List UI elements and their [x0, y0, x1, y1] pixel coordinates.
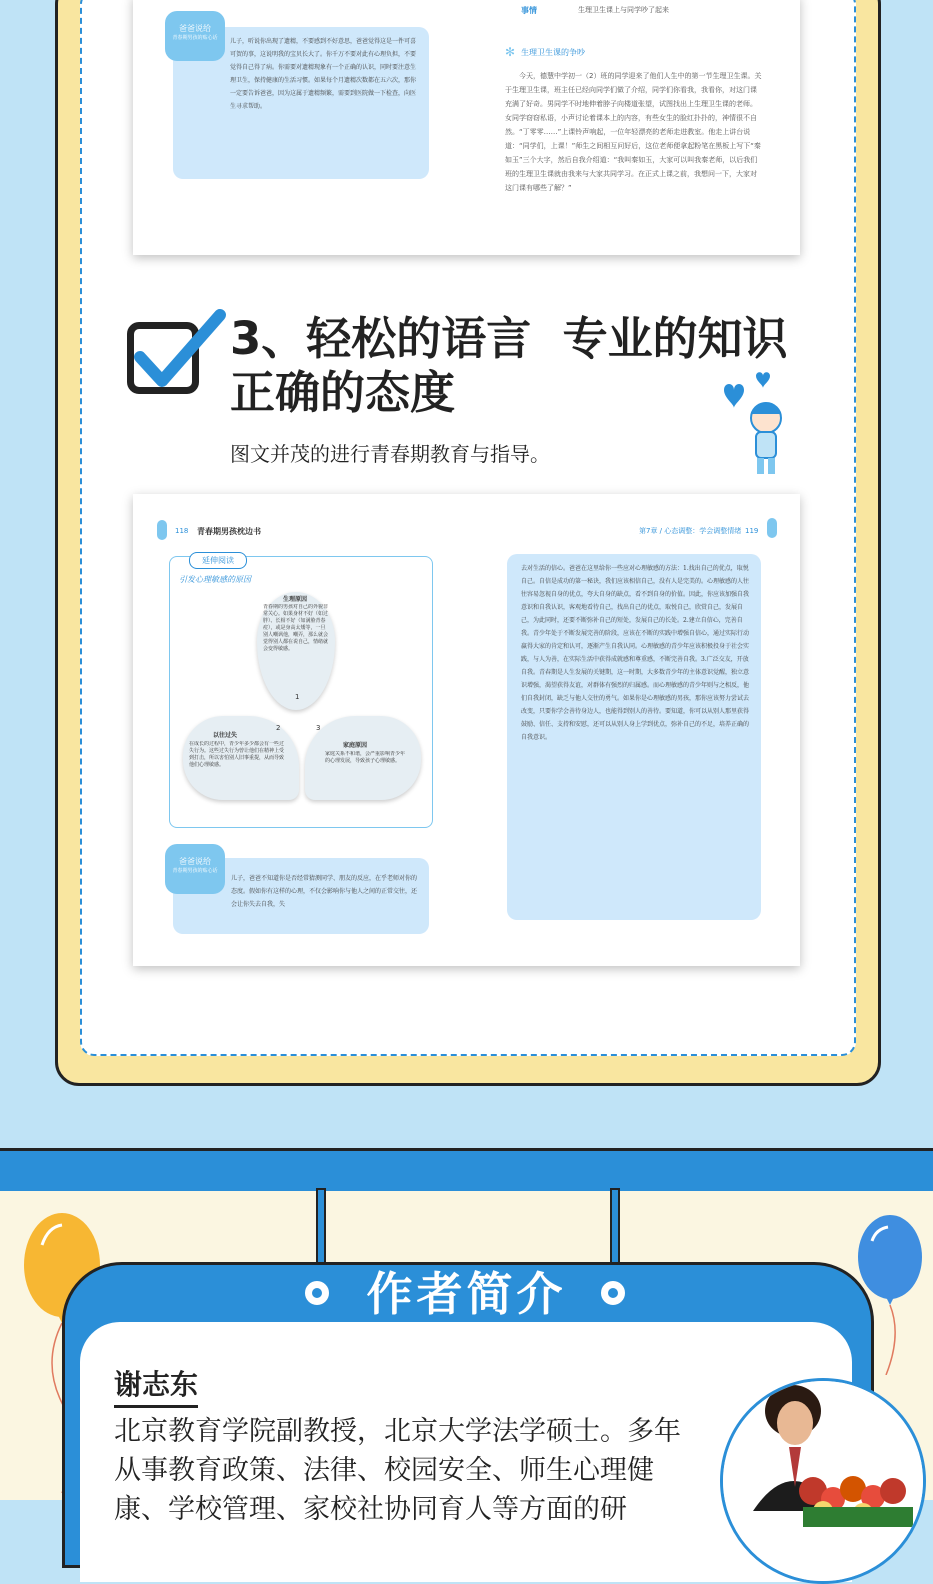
right-text-panel — [507, 554, 761, 920]
feature-heading-line1: 3、轻松的语言 专业的知识 — [230, 312, 788, 365]
petal-number-2: 2 — [276, 724, 281, 732]
petal-1-text: 青春期的男孩对自己的外貌非常关心。如果身材不好（如过胖）、长相不好（如满脸青春痘），或是身高太矮等，一旦别人嘲讽他，嘲弄，那么就会觉得别人都在说自己，情绪就会变得敏感。 — [263, 604, 329, 652]
reading-title: 引发心理敏感的原因 — [179, 575, 251, 584]
badge-title-2: 爸爸说给 — [179, 857, 211, 866]
author-section-title: 作者简介 — [366, 1267, 567, 1321]
checkmark-icon — [132, 309, 242, 399]
ring-icon — [305, 1281, 329, 1305]
right-text: 去对生活的信心。爸爸在这里给你一些应对心理敏感的方法：1.找出自己的优点，取悦自己。自信是成功的第一秘诀，我们应该相信自己，没有人是完美的。心理敏感的人往往容易忽视自身的优点，夸大自身的缺点，看不到自身的价值。因此，你应该加强自我意识和自我认识，客观地看待自己，找出自己的优点，取悦自己，欣赏自己，发展自己，为此同时，还要不断弥补自己的短处，发展自己的长处。2.建立自信心，完善自我。青少年处于不断发展完善的阶段，应该在不断的实践中增强自信心，通过实际行动赢得大家的肯定和认可，逐渐产生自我认同。心理敏感的青少年应该积极投身于社会实践，与人为善，在实际生活中获得成就感和尊重感，不断完善自我。3.广泛交友，开放自我。青春期是人生发展的关键期，这一时期，大多数青少年的主体意识觉醒，独立意识增强，渴望获得友谊，对群体有强烈的归属感。而心理敏感的青少年则与之相反，他们自我封闭，缺乏与他人交往的勇气。如果你是心理敏感的男孩，那你应该努力尝试去改变，只要你学会善待身边人，也能得到别人的善待。要知道，你可以从别人那里获得鼓励、信任、支持和安慰，还可以从别人身上学到优点，弥补自己的不足，培养正确的自我意识。 — [521, 565, 749, 741]
boy-small-icon-right — [767, 518, 777, 538]
feature-heading-line2: 正确的态度 — [230, 366, 456, 419]
book-spread-top — [133, 0, 800, 255]
badge-subtitle-2: 青春期男孩的贴心话 — [172, 868, 218, 874]
petal-2-text: 在成长的过程中，青少年多少都会有一些过失行为。这些过失行为曾让他们在精神上受到打击，所以害怕别人旧事重提，从而导致他们心理敏感。 — [189, 741, 285, 768]
row-value: 生理卫生课上与同学吵了起来 — [578, 6, 669, 14]
book-spread-bottom — [133, 494, 800, 966]
right-chapter: 第7章 / 心态调整：学会调整情绪 — [639, 527, 742, 535]
advice-text: 儿子，听说你出现了遗精，不要感到不好意思，爸爸觉得这是一件可喜可贺的事，这说明我的宝贝长大了。你千万不要对此有心理负担，不要觉得自己得了病。你需要对遗精现象有一个正确的认识，同时要注意生理卫生，保持健康的生活习惯。如果每个月遗精次数都在五六次，那你一定要告诉爸爸，因为这属于遗精频繁，需要到医院做一下检查，向医生寻求帮助。 — [230, 38, 417, 110]
feature-subheading: 图文并茂的进行青春期教育与指导。 — [230, 442, 550, 466]
heart-badge-icon-2 — [165, 844, 225, 894]
divider-band — [0, 1148, 933, 1194]
heart-badge-icon — [165, 11, 225, 61]
right-page-number: 119 — [745, 527, 759, 535]
boy-mascot-icon — [712, 370, 792, 480]
feature-heading — [230, 312, 788, 420]
snowflake-icon: ✻ — [505, 45, 516, 59]
petal-2-title: 以往过失 — [213, 732, 238, 739]
reading-tag: 延伸阅读 — [189, 552, 247, 569]
badge-subtitle: 青春期男孩的贴心话 — [172, 35, 218, 41]
advice-text-2: 儿子，爸爸不知道你是否经常猜测同学、朋友的反应，在乎老师对你的态度。假如你有这样的心理，不仅会影响你与他人之间的正常交往，还会让你失去自我，失 — [231, 875, 418, 908]
checkbox-icon — [127, 322, 199, 394]
row-label: 事情 — [521, 6, 537, 15]
left-book-title: 青春期男孩枕边书 — [197, 526, 261, 536]
author-photo — [720, 1378, 926, 1584]
petal-3-title: 家庭原因 — [343, 742, 368, 749]
badge-title: 爸爸说给 — [179, 24, 211, 33]
boy-small-icon-left — [157, 520, 167, 540]
ring-icon — [601, 1281, 625, 1305]
petal-number-1: 1 — [295, 693, 300, 701]
left-page-number: 118 — [175, 527, 189, 535]
petal-1-title: 生理原因 — [283, 596, 308, 603]
author-bio: 北京教育学院副教授，北京大学法学硕士。多年从事教育政策、法律、校园安全、师生心理健康、学校管理、家校社协同育人等方面的研 — [114, 1416, 681, 1525]
story-text: 今天，德慧中学初一（2）班的同学迎来了他们人生中的第一节生理卫生课。关于生理卫生课，班主任已经向同学们做了介绍，同学们你看我，我看你，对这门课充满了好奇。男同学不时地伸着脖子向楼道张望，试图找出上生理卫生课的老师。女同学窃窃私语，小声讨论着课本上的内容，有些女生的脸红扑扑的，神情很不自然。“丁零零……”上课铃声响起，一位年轻漂亮的老师走进教室。他走上讲台说道：“同学们，上课！”师生之间相互问好后，这位老师便拿起粉笔在黑板上写下“秦如玉”三个大字，然后自我介绍道：“我叫秦如玉，大家可以叫我秦老师，以后我们班的生理卫生课就由我来与大家共同学习。在正式上课之前，我想问一下，大家对这门课有哪些了解？” — [505, 72, 762, 192]
petal-number-3: 3 — [316, 724, 321, 732]
section-title: 生理卫生课的争吵 — [521, 48, 585, 57]
author-name: 谢志东 — [114, 1363, 198, 1408]
petal-3-text: 家庭关系不和谐，会严重影响青少年的心理发展，导致孩子心理敏感。 — [325, 751, 405, 764]
